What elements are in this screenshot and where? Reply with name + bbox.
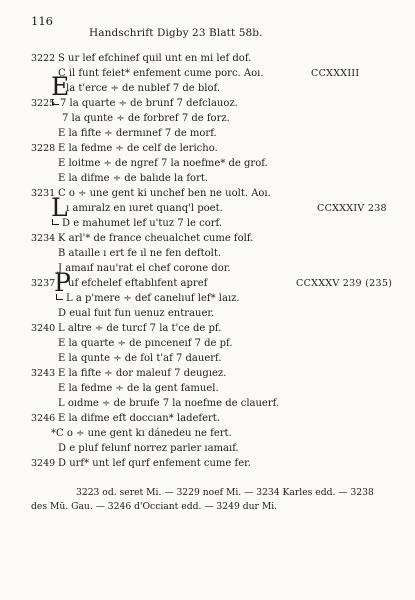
capital-tail-mark [56, 294, 63, 300]
verse-line [0, 367, 415, 381]
running-title: Handschrift Digby 23 Blatt 58b. [89, 27, 263, 39]
verse-text: E la fedme ÷ de celf de lericho. [58, 143, 218, 154]
page-number: 116 [31, 14, 53, 28]
verse-line [0, 217, 415, 231]
verse-number: 3222 [31, 53, 56, 64]
verse-line [0, 172, 415, 186]
verse-text: D urf* unt lef qurf enfement cume fer. [58, 458, 251, 469]
verse-number: 3243 [31, 368, 56, 379]
verse-text: C il funt feiet* enfement cume porc. Aoı. [58, 68, 264, 79]
verse-line [0, 157, 415, 171]
verse-text: L a p'mere ÷ def canelıuf lef* laız. [66, 293, 240, 304]
verse-line [0, 337, 415, 351]
initial-capital: E [51, 72, 70, 101]
verse-text: ı amıralz en ıuret quanq'l poet. [66, 203, 223, 214]
verse-text: L oıdme ÷ de bruıfe 7 la noefme de clauerf. [58, 398, 280, 409]
verse-text: E la difme ÷ de balıde la fort. [58, 173, 209, 184]
verse-line [0, 52, 415, 66]
verse-text: L altre ÷ de turcf 7 la t'ce de pf. [58, 323, 222, 334]
verse-number: 3234 [31, 233, 56, 244]
verse-line [0, 412, 415, 426]
footnote-line: 3223 od. seret Mi. — 3229 noef Mi. — 3234 Karles edd. — 3238 [76, 487, 374, 498]
verse-text: K arl'* de france cheualchet cume folf. [58, 233, 254, 244]
verse-text: B ataılle ı ert fe ıl ne fen deftolt. [58, 248, 222, 259]
capital-tail-mark [52, 219, 59, 225]
verse-line [0, 397, 415, 411]
verse-text: E loitme ÷ de ngref 7 la noefme* de grof. [58, 158, 268, 169]
verse-text: E la fifte ÷ dor maleuf 7 deugıez. [58, 368, 227, 379]
verse-line [0, 442, 415, 456]
verse-text: uf efchelef eftablıfent apref [68, 278, 208, 289]
page-header [0, 14, 415, 39]
verse-text: E la fedme ÷ de la gent famuel. [58, 383, 219, 394]
verse-number: 3249 [31, 458, 56, 469]
verse-text: D e pluf felunf norrez parler ıamaıf. [58, 443, 239, 454]
verse-number: 3231 [31, 188, 56, 199]
verse-text: D e mahumet lef u'tuz 7 le corf. [62, 218, 223, 229]
verse-line [0, 382, 415, 396]
verse-line [0, 292, 415, 306]
verse-line [0, 427, 415, 441]
verse-number: 3246 [31, 413, 56, 424]
capital-tail-mark [52, 99, 59, 105]
verse-text: J amaıf nau'rat el chef corone dor. [58, 263, 231, 274]
verse-text: E la difme eft doccıan* ladefert. [58, 413, 220, 424]
footnote-line: des Mü. Gau. — 3246 d'Occiant edd. — 3249 dur Mi. [31, 501, 278, 512]
verse-line [0, 322, 415, 336]
verse-line [0, 247, 415, 261]
laisse-number: CCXXXIV 238 [317, 203, 387, 214]
initial-capital: L [51, 193, 68, 222]
verse-text: E la quarte ÷ de pınceneıf 7 de pf. [58, 338, 233, 349]
verse-line [0, 457, 415, 471]
verse-line [0, 112, 415, 126]
verse-line [0, 97, 415, 111]
verse-line [0, 127, 415, 141]
verse-text: la t'erce ÷ de nublef 7 de blof. [66, 83, 221, 94]
verse-text: E la qunte ÷ de fol t'af 7 dauerf. [58, 353, 222, 364]
verse-number: 3225 [31, 98, 56, 109]
verse-text: 7 la quarte ÷ de brunf 7 defclauoz. [60, 98, 238, 109]
verse-line [0, 232, 415, 246]
verse-line [0, 142, 415, 156]
verse-text: *C o ÷ une gent kı dánedeu ne fert. [51, 428, 232, 439]
laisse-number: CCXXXIII [311, 68, 360, 79]
verse-text: E la fifte ÷ dermınef 7 de morf. [58, 128, 217, 139]
verse-line [0, 352, 415, 366]
verse-text: S ur lef efchinef quil unt en mi lef dof. [58, 53, 252, 64]
verse-number: 3237 [31, 278, 56, 289]
verse-text: 7 la qunte ÷ de forbref 7 de forz. [62, 113, 230, 124]
verse-line [0, 307, 415, 321]
verse-number: 3240 [31, 323, 56, 334]
verse-text: C o ÷ une gent ki unchef ben ne uolt. Aoı. [58, 188, 271, 199]
laisse-number: CCXXXV 239 (235) [296, 278, 393, 289]
footnotes [31, 486, 391, 514]
verse-text: D eual fuıt fun uenuz entrauer. [58, 308, 215, 319]
initial-capital: P [54, 268, 71, 297]
verse-number: 3228 [31, 143, 56, 154]
